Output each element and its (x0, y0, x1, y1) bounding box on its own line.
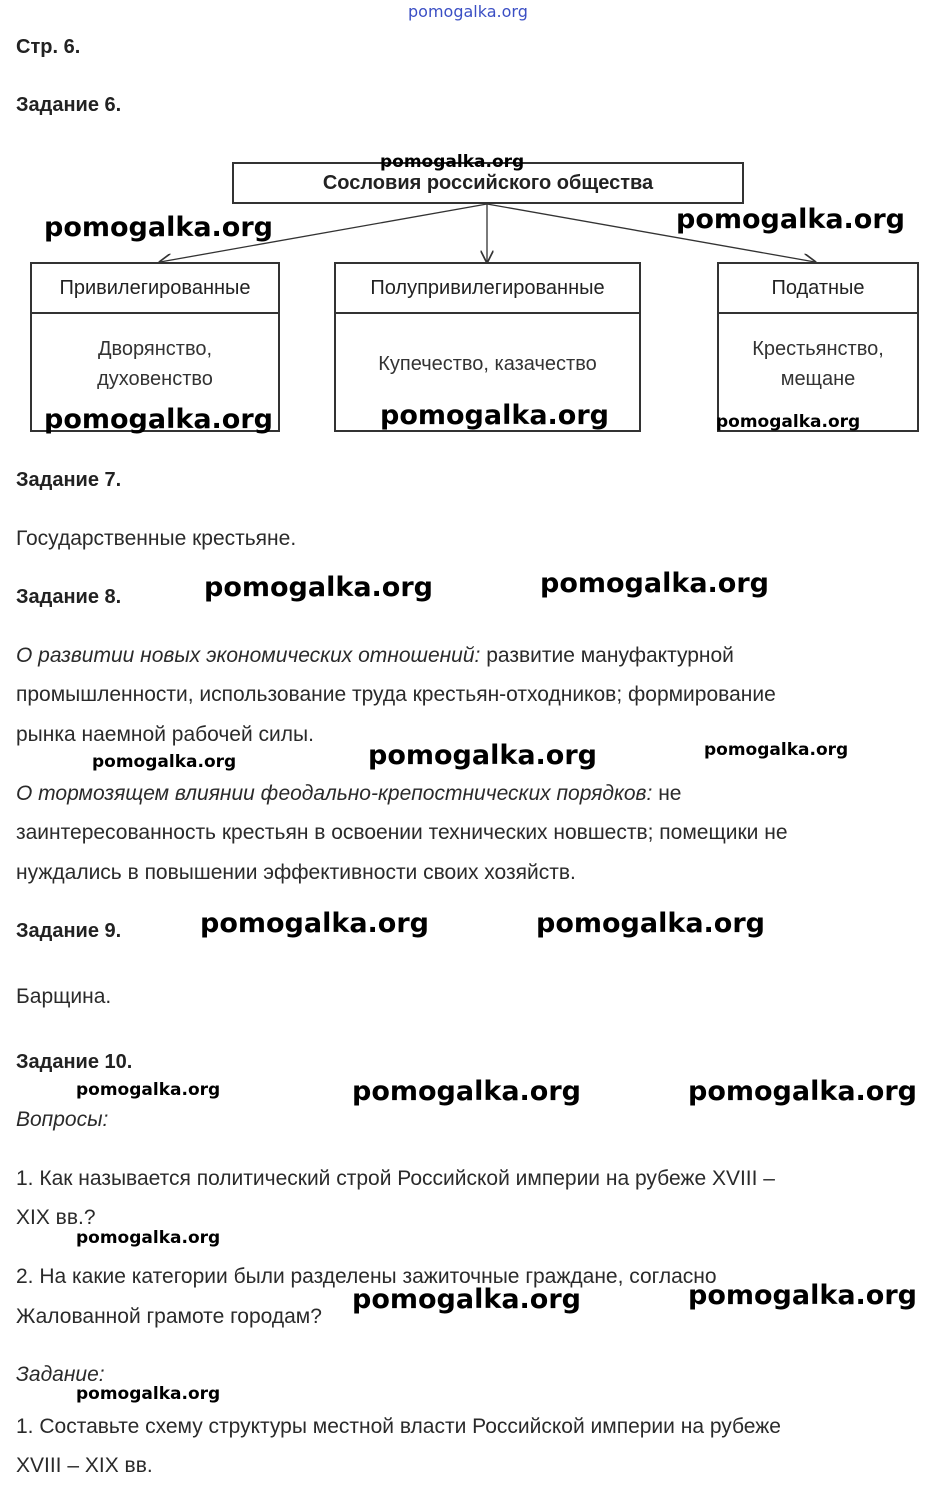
watermark: pomogalka.org (676, 204, 905, 235)
task8-para2-text: не (652, 782, 682, 805)
task8-para1-text: развитие мануфактурной (480, 644, 734, 667)
diagram-root-label: Сословия российского общества (322, 171, 654, 194)
watermark: pomogalka.org (44, 212, 273, 243)
watermark: pomogalka.org (76, 1228, 221, 1248)
group-body: Купечество, казачество (378, 353, 597, 375)
task8-para1-line1 (16, 636, 734, 675)
task10-q2-line2: Жалованной грамоте городам? (16, 1305, 322, 1328)
task8-para2-line2: заинтересованность крестьян в освоении технических новшеств; помещики не (16, 821, 788, 844)
group-header: Податные (719, 264, 917, 314)
watermark: pomogalka.org (688, 1280, 917, 1311)
watermark: pomogalka.org (44, 404, 273, 435)
group-header: Привилегированные (32, 264, 278, 314)
watermark: pomogalka.org (688, 1076, 917, 1107)
task10-t1-line1: 1. Составьте схему структуры местной власти Российской империи на рубеже (16, 1415, 781, 1438)
watermark: pomogalka.org (92, 752, 237, 772)
watermark: pomogalka.org (540, 568, 769, 599)
watermark: pomogalka.org (368, 740, 597, 771)
watermark: pomogalka.org (352, 1076, 581, 1107)
task9-answer: Барщина. (16, 985, 112, 1008)
watermark: pomogalka.org (204, 572, 433, 603)
group-header: Полупривилегированные (336, 264, 639, 314)
task10-t1-line2: XVIII – XIX вв. (16, 1454, 153, 1477)
task10-q2-line1: 2. На какие категории были разделены зажиточные граждане, согласно (16, 1265, 717, 1288)
task7-heading: Задание 7. (16, 469, 122, 491)
watermark: pomogalka.org (380, 400, 609, 431)
task6-heading: Задание 6. (16, 94, 122, 116)
page-label: Стр. 6. (16, 36, 81, 58)
watermark: pomogalka.org (76, 1080, 221, 1100)
task10-q1-line1: 1. Как называется политический строй Российской империи на рубеже XVIII – (16, 1167, 775, 1190)
watermark: pomogalka.org (352, 1284, 581, 1315)
task8-heading: Задание 8. (16, 586, 122, 608)
task10-task-label: Задание: (16, 1363, 105, 1386)
watermark: pomogalka.org (76, 1384, 221, 1404)
watermark: pomogalka.org (200, 908, 429, 939)
watermark: pomogalka.org (536, 908, 765, 939)
task8-para1-line3: рынка наемной рабочей силы. (16, 723, 314, 746)
task8-para2-line3: нуждались в повышении эффективности своих хозяйств. (16, 861, 576, 884)
task7-answer: Государственные крестьяне. (16, 527, 297, 550)
task8-para1-line2: промышленности, использование труда крестьян-отходников; формирование (16, 683, 776, 706)
task10-questions-label: Вопросы: (16, 1108, 109, 1131)
watermark: pomogalka.org (380, 152, 525, 172)
watermark: pomogalka.org (716, 412, 861, 432)
task8-para1-label: О развитии новых экономических отношений: (16, 644, 481, 667)
group-body: Дворянство, духовенство (97, 338, 213, 390)
watermark-top: pomogalka.org (408, 2, 528, 21)
task8-para2-line1 (16, 774, 681, 813)
watermark: pomogalka.org (704, 740, 849, 760)
task8-para2-label: О тормозящем влиянии феодально-крепостнических порядков: (16, 782, 653, 805)
task10-heading: Задание 10. (16, 1051, 133, 1073)
group-body: Крестьянство, мещане (752, 338, 884, 390)
group-box-taxable (717, 262, 919, 432)
task9-heading: Задание 9. (16, 920, 122, 942)
task10-q1-line2: XIX вв.? (16, 1206, 96, 1229)
